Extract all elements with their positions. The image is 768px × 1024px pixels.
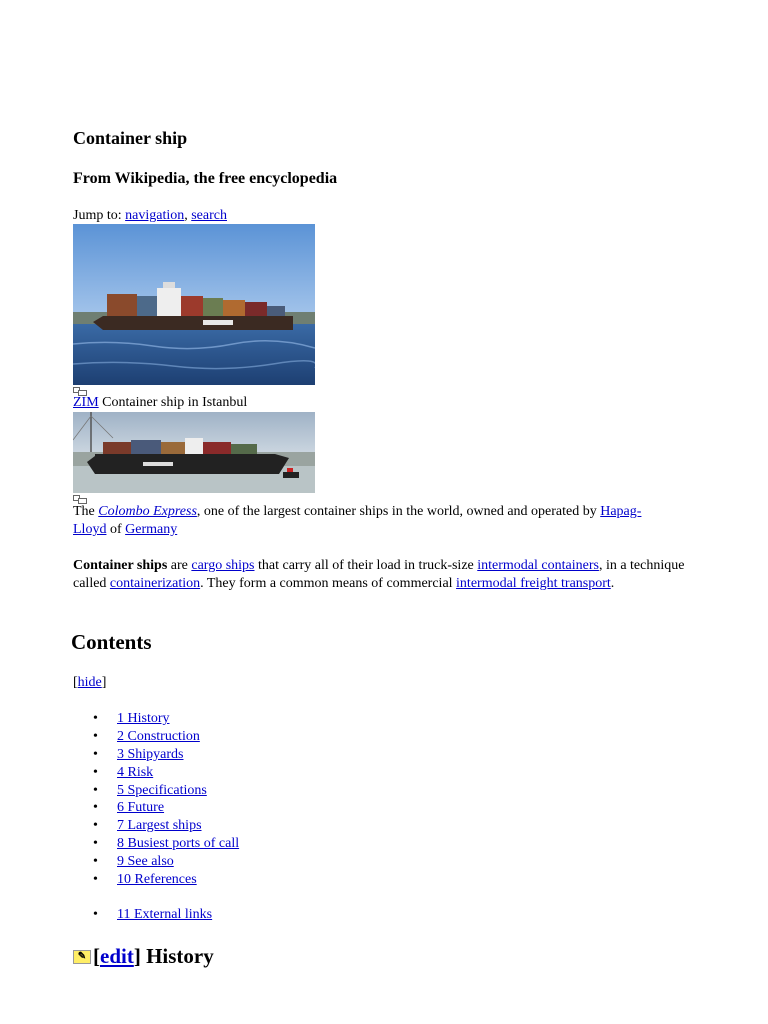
jump-search-link[interactable]: search [191,208,227,223]
bracket: [ [93,944,100,968]
lead-text: , in a technique called [73,558,685,591]
caption-text: , one of the largest container ships in the world, owned and operated by [196,504,601,519]
figure-caption-2 [73,503,673,539]
jump-to [73,208,227,224]
lead-text: that carry all of their load in truck-size [254,558,478,573]
intermodal-freight-transport-link[interactable]: intermodal freight transport [456,576,611,591]
caption-text: Container ship in Istanbul [98,395,248,410]
caption-text: The [73,504,99,519]
figure-caption-1 [73,394,713,412]
toc-item [73,710,239,728]
toc-item [73,906,212,924]
germany-link[interactable]: Germany [125,522,178,537]
edit-pencil-icon[interactable]: ✎ [73,950,91,964]
zim-ship-image[interactable] [73,224,315,385]
cargo-ships-link[interactable]: cargo ships [191,558,255,573]
toc-item [73,835,239,853]
toc-list-2 [73,906,212,924]
page-title: Container ship [73,128,188,148]
toc-link-risk[interactable]: 4 Risk [117,764,154,780]
lead-bold: Container ships [73,558,168,573]
lead-paragraph [73,557,693,593]
toc-item [73,782,239,800]
enlarge-icon[interactable] [73,493,87,502]
toc-list [73,710,239,889]
toc-link-specifications[interactable]: 5 Specifications [117,782,207,798]
toc-link-external-links[interactable]: 11 External links [117,907,213,922]
jump-separator: , [184,208,192,223]
section-title: History [140,944,214,968]
toc-item [73,853,239,871]
lead-text: are [167,558,192,573]
page-subtitle: From Wikipedia, the free encyclopedia [73,170,338,187]
toc-link-largest-ships[interactable]: 7 Largest ships [117,818,202,834]
toc-link-construction[interactable]: 2 Construction [117,728,200,744]
containerization-link[interactable]: containerization [109,576,201,591]
hapag-lloyd-link[interactable]: Hapag-Lloyd [73,504,642,537]
bracket: ] [101,675,107,690]
intermodal-containers-link[interactable]: intermodal containers [477,558,599,573]
toc-item [73,817,239,835]
toc-item [73,799,239,817]
toc-link-shipyards[interactable]: 3 Shipyards [117,746,184,762]
toc-item [73,764,239,782]
jump-navigation-link[interactable]: navigation [125,208,185,223]
contents-toggle [73,675,106,691]
lead-text: . They form a common means of commercial [200,576,457,591]
colombo-express-link[interactable]: Colombo Express [98,504,197,519]
bracket: ] [133,944,141,968]
zim-link[interactable]: ZIM [73,395,99,410]
jump-label: Jump to: [73,208,126,223]
toc-item [73,746,239,764]
edit-section-link[interactable]: edit [100,944,134,968]
zim-ship-picture [73,224,315,385]
hide-contents-link[interactable]: hide [77,675,102,690]
bracket: [ [73,675,78,690]
toc-link-references[interactable]: 10 References [117,872,197,888]
toc-link-busiest-ports[interactable]: 8 Busiest ports of call [117,836,240,852]
toc-link-history[interactable]: 1 History [117,711,170,726]
enlarge-icon[interactable] [73,385,87,394]
colombo-express-image[interactable] [73,412,315,493]
toc-link-future[interactable]: 6 Future [117,800,165,816]
lead-text: . [610,576,615,591]
toc-item [73,871,239,889]
contents-heading: Contents [71,630,152,654]
toc-item [73,728,239,746]
toc-link-see-also[interactable]: 9 See also [117,854,174,870]
section-heading-history [73,944,214,969]
colombo-express-picture [73,412,315,493]
caption-text: of [106,522,126,537]
